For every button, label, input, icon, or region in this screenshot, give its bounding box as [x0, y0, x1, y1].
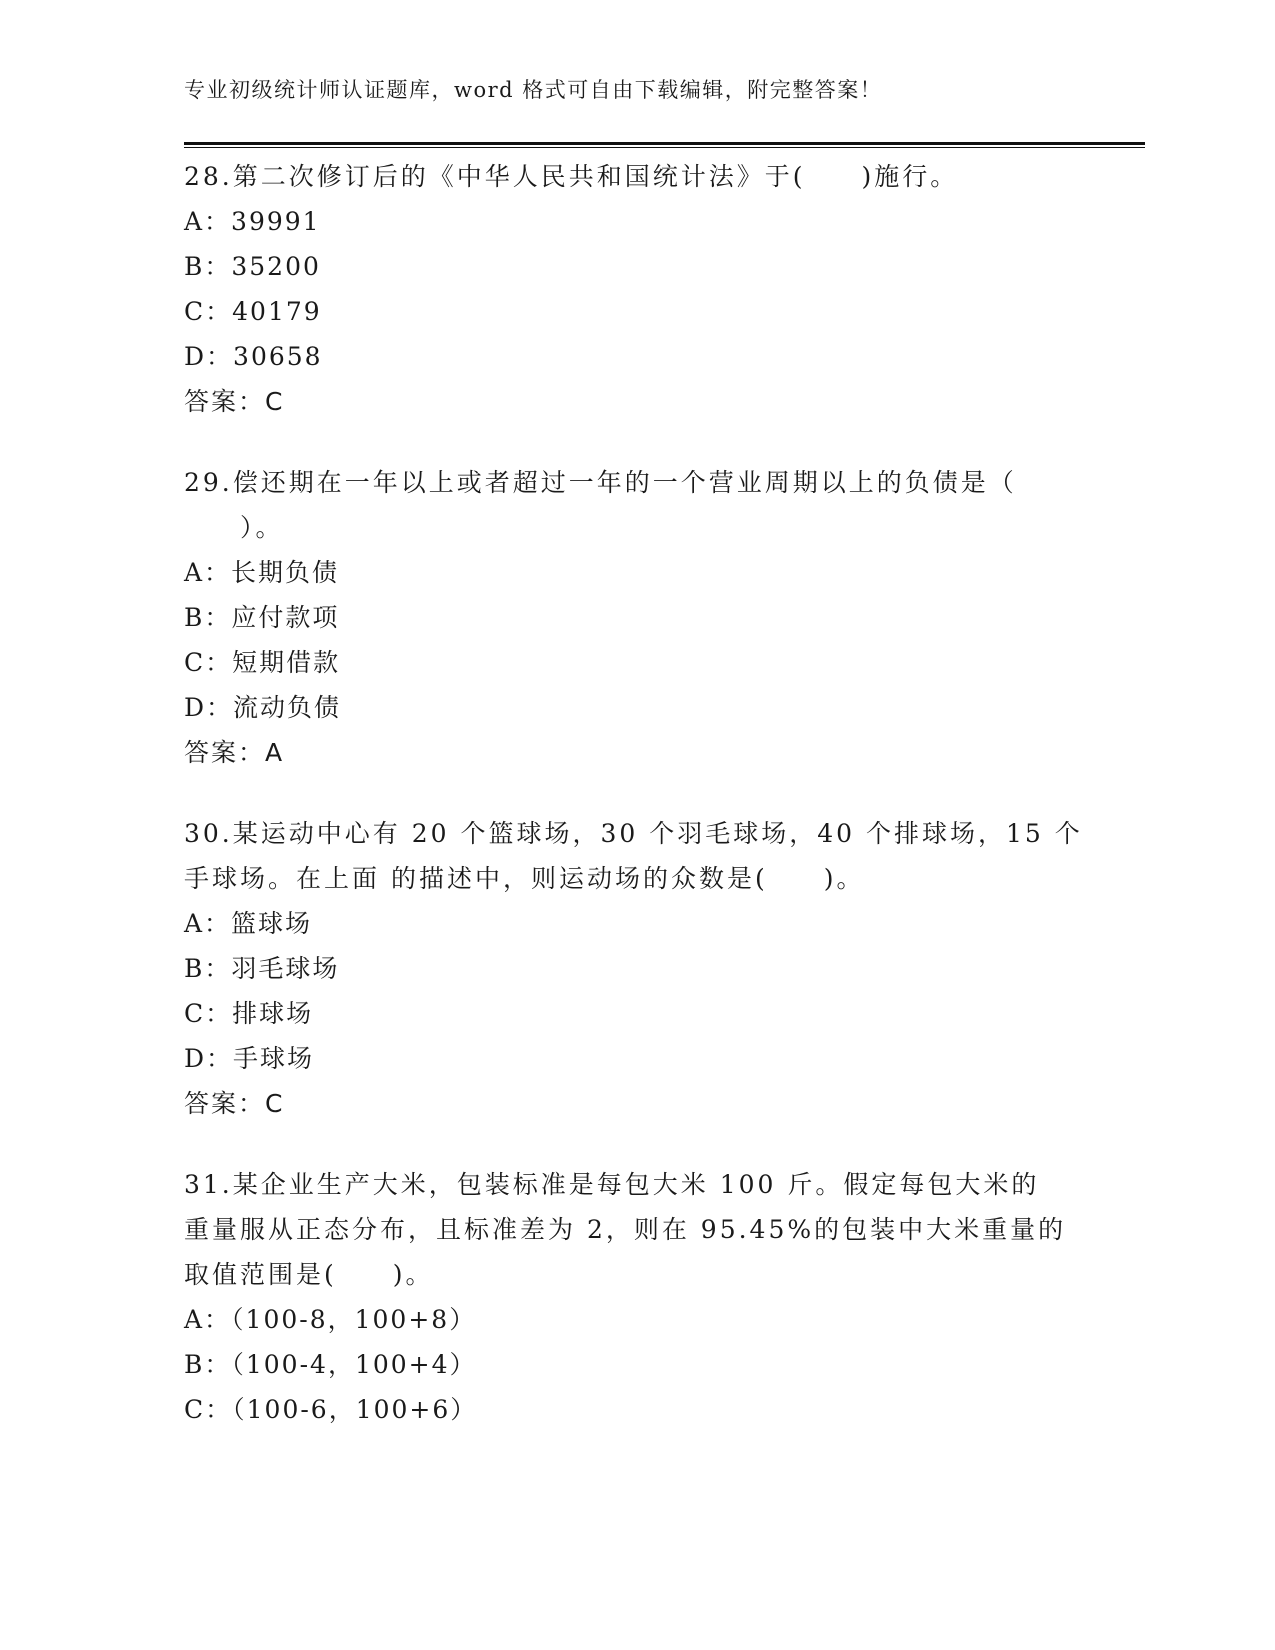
option-d: D：流动负债	[184, 693, 342, 722]
option-a: A：篮球场	[184, 909, 313, 938]
option-b: B：羽毛球场	[184, 954, 340, 983]
option-d: D：手球场	[184, 1044, 315, 1073]
page-header: 专业初级统计师认证题库，word 格式可自由下载编辑，附完整答案！	[184, 78, 883, 102]
option-d: D：30658	[184, 342, 323, 371]
option-a: A：长期负债	[184, 558, 340, 587]
question-stem: 30.某运动中心有 20 个篮球场，30 个羽毛球场，40 个排球场，15 个 手球场。在上面 的描述中，则运动场的众数是( )。	[184, 819, 1083, 893]
header-rule-thick	[184, 142, 1145, 145]
question-list	[184, 154, 1084, 1468]
question-stem: 31.某企业生产大米，包装标准是每包大米 100 斤。假定每包大米的 重量服从正态分布，且标准差为 2，则在 95.45%的包装中大米重量的 取值范围是( )。	[184, 1170, 1067, 1289]
option-c: C：（100-6，100+6）	[184, 1395, 478, 1424]
answer-line: 答案：A	[184, 738, 285, 767]
question-stem: 29.偿还期在一年以上或者超过一年的一个营业周期以上的负债是（ ）。	[184, 468, 1017, 542]
header-rule-thin	[184, 147, 1145, 148]
question-31	[184, 1162, 1084, 1432]
option-c: C：40179	[184, 297, 322, 326]
question-28	[184, 154, 1084, 424]
option-a: A：39991	[184, 207, 321, 236]
question-stem: 28.第二次修订后的《中华人民共和国统计法》于( )施行。	[184, 162, 959, 191]
question-29	[184, 460, 1084, 775]
option-c: C：短期借款	[184, 648, 341, 677]
option-c: C：排球场	[184, 999, 314, 1028]
answer-line: 答案：C	[184, 387, 285, 416]
question-30	[184, 811, 1084, 1126]
option-b: B：（100-4，100+4）	[184, 1350, 477, 1379]
answer-line: 答案：C	[184, 1089, 285, 1118]
option-a: A：（100-8，100+8）	[184, 1305, 477, 1334]
option-b: B：35200	[184, 252, 321, 281]
option-b: B：应付款项	[184, 603, 340, 632]
